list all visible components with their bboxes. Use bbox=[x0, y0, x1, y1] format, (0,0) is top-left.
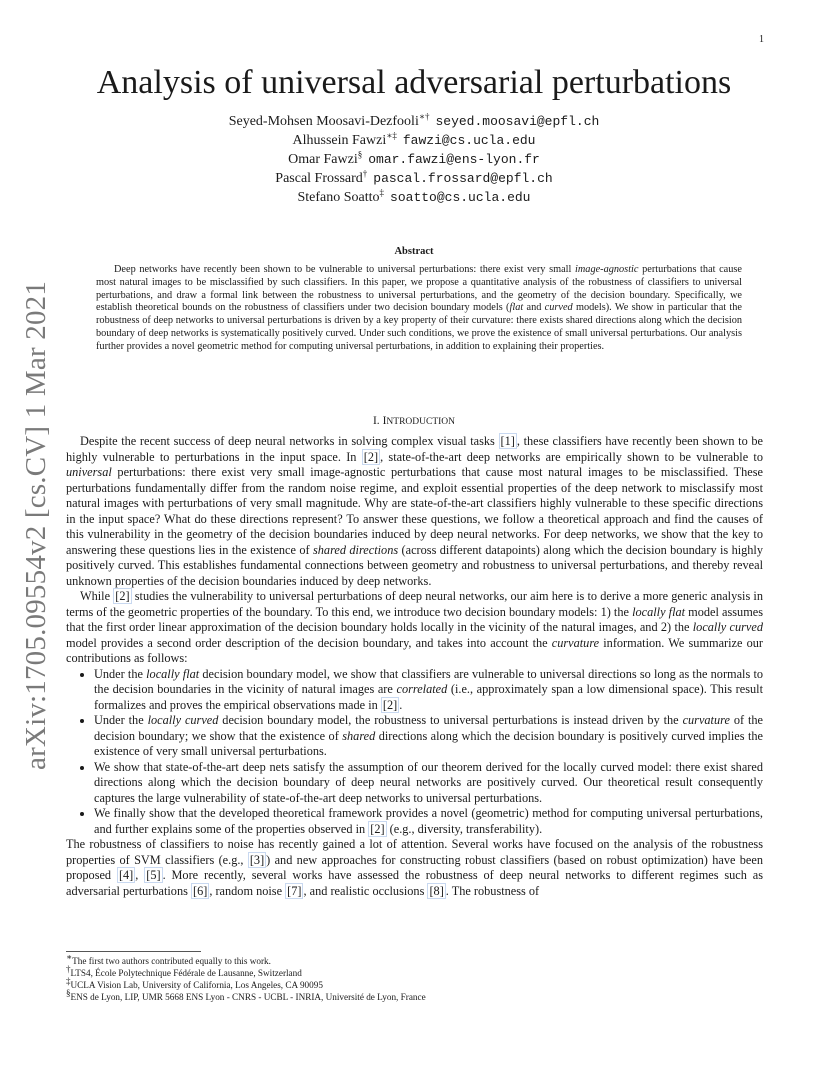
emphasis: image-agnostic bbox=[575, 264, 639, 275]
affiliation-mark: § bbox=[357, 149, 363, 160]
text-run: Under the bbox=[94, 713, 148, 727]
footnote-text: LTS4, École Polytechnique Fédérale de Lausanne, Switzerland bbox=[70, 968, 302, 978]
author-name: Alhussein Fawzi bbox=[292, 133, 387, 148]
text-run: studies the vulnerability to universal perturbations of deep neural networks, our aim here is to derive a more generic analysis in terms of the geometric properties of the boundary. To this end, we introduce two decision boundary models: 1) the bbox=[66, 589, 763, 619]
citation-link[interactable]: [3] bbox=[249, 852, 265, 867]
citation-link[interactable]: [2] bbox=[115, 589, 130, 603]
text-run: , these classifiers have recently been shown to be highly vulnerable to perturbations in the input space. In bbox=[66, 434, 764, 464]
author-line bbox=[0, 112, 828, 131]
footnote-mark: ∗ bbox=[66, 951, 73, 962]
affiliation-mark: ‡ bbox=[379, 187, 385, 198]
text-run: and bbox=[523, 302, 545, 314]
emphasis: curved bbox=[544, 302, 573, 314]
text-run: We show that state-of-the-art deep nets satisfy the assumption of our theorem derived for the locally curved model: there exist shared directions along which the decision boundary of deep neural networks are positively curved. Our theoretical result consequently captures the large vulnerability of state-of-the-art deep networks to universal perturbations. bbox=[94, 759, 763, 805]
text-run: Deep networks have recently been shown to be vulnerable to universal perturbations: there exist very small bbox=[114, 264, 575, 275]
paragraph bbox=[66, 837, 763, 899]
author-line bbox=[0, 150, 828, 169]
text-run: perturbations: there exist very small image-agnostic perturbations that cause most natural images to be misclassified. These perturbations fundamentally differ from the random noise regime, and exploit essential properties of the deep network to misclassify most natural images with perturbations of very small magnitude. Why are state-of-the-art classifiers highly vulnerable to these specific directions in the input space? What do these directions represent? To answer these questions, we follow a theoretical approach and find the causes of this vulnerability in the geometry of the decision boundaries induced by deep neural networks. For deep networks, we show that the key to answering these questions lies in the existence of bbox=[66, 465, 763, 557]
author-name: Omar Fawzi bbox=[288, 152, 358, 167]
emphasis: locally flat bbox=[146, 666, 200, 681]
citation-link[interactable]: [7] bbox=[287, 883, 302, 898]
footnote-text: ENS de Lyon, LIP, UMR 5668 ENS Lyon - CNRS - UCBL - INRIA, Université de Lyon, France bbox=[70, 992, 426, 1002]
affiliation-mark: † bbox=[362, 168, 368, 179]
citation-link[interactable]: [5] bbox=[146, 868, 161, 882]
citation-link[interactable]: [1] bbox=[500, 434, 515, 448]
section-heading bbox=[0, 415, 828, 427]
author-line bbox=[0, 188, 828, 207]
emphasis: locally curved bbox=[147, 713, 219, 727]
emphasis: curvature bbox=[682, 713, 730, 727]
text-run: , random noise bbox=[209, 883, 286, 898]
text-run: (across different datapoints) along which the decision boundary is highly positively curved. This establishes fundamental connections between geometry and robustness to universal perturbations, and thereby reveal unknown properties of the decision boundaries induced by deep networks. bbox=[66, 542, 764, 588]
author-email[interactable]: soatto@cs.ucla.edu bbox=[390, 190, 531, 205]
arxiv-identifier-stamp[interactable]: arXiv:1705.09554v2 [cs.CV] 1 Mar 2021 bbox=[20, 280, 52, 770]
author-line bbox=[0, 131, 828, 150]
text-run: (i.e., approximately span a low dimensional space). This result formalizes and proves the empirical observations made in bbox=[94, 682, 763, 712]
author-email[interactable]: fawzi@cs.ucla.edu bbox=[402, 133, 536, 148]
list-item bbox=[94, 713, 763, 760]
text-run: The robustness of classifiers to noise has recently gained a lot of attention. Several works have focused on the analysis of the robustness properties of SVM classifiers (e.g., bbox=[66, 837, 763, 867]
section-title-rest: NTRODUCTION bbox=[386, 417, 456, 427]
contributions-list bbox=[66, 667, 763, 838]
citation-link[interactable]: [6] bbox=[192, 883, 208, 898]
paper-title: Analysis of universal adversarial perturbations bbox=[96, 64, 732, 101]
author-name: Pascal Frossard bbox=[275, 171, 363, 186]
emphasis: locally flat bbox=[632, 604, 686, 619]
abstract-text bbox=[96, 264, 742, 354]
footnote bbox=[66, 987, 763, 1003]
citation-link[interactable]: [2] bbox=[382, 697, 398, 712]
citation-link[interactable]: [8] bbox=[429, 883, 444, 898]
text-run: . More recently, several works have assessed the robustness of deep neural networks to different regimes such as adversarial perturbations bbox=[66, 868, 764, 898]
emphasis: flat bbox=[509, 302, 524, 314]
text-run: decision boundary model, the robustness to universal perturbations is instead driven by the bbox=[218, 713, 683, 727]
paragraph bbox=[66, 434, 763, 589]
list-item bbox=[94, 806, 763, 837]
text-run: , and realistic occlusions bbox=[303, 883, 428, 898]
text-run: ) and new approaches for constructing robust classifiers (based on robust optimization) have been proposed bbox=[66, 852, 763, 882]
author-name: Stefano Soatto bbox=[297, 190, 380, 205]
emphasis: shared directions bbox=[313, 542, 399, 557]
author-line bbox=[0, 169, 828, 188]
text-run: Despite the recent success of deep neural networks in solving complex visual tasks bbox=[80, 434, 499, 448]
text-run: perturbations that cause most natural images to be misclassified by such classifiers. In this paper, we propose a quantitative analysis of the robustness of classifiers to universal perturbations, and draw a formal link between the robustness to universal perturbations, and the geometry of the decision boundary. Specifically, we establish theoretical bounds on the robustness of classifiers under two decision boundary models ( bbox=[96, 264, 742, 314]
author-email[interactable]: omar.fawzi@ens-lyon.fr bbox=[368, 152, 540, 167]
text-run: , state-of-the-art deep networks are empirically shown to be vulnerable to bbox=[380, 449, 763, 464]
footnote-mark: § bbox=[66, 987, 71, 998]
text-run: . bbox=[399, 697, 403, 712]
text-run: of the decision boundary; we show that the existence of bbox=[94, 713, 763, 743]
text-run: model assumes that the first order linear approximation of the decision boundary holds locally in the vicinity of the natural images, and 2) the bbox=[66, 604, 764, 634]
author-email[interactable]: seyed.moosavi@epfl.ch bbox=[435, 114, 600, 129]
section-title-initial: I bbox=[382, 415, 387, 427]
introduction-body bbox=[66, 434, 763, 899]
emphasis: universal bbox=[66, 465, 112, 479]
text-run: model provides a second order description of the decision boundary, and takes into account the bbox=[66, 635, 552, 650]
author-name: Seyed-Mohsen Moosavi-Dezfooli bbox=[228, 114, 419, 129]
footnote-mark: ‡ bbox=[66, 975, 71, 986]
affiliation-mark: ∗† bbox=[418, 111, 430, 122]
text-run: Under the bbox=[94, 666, 147, 681]
author-email[interactable]: pascal.frossard@epfl.ch bbox=[373, 171, 553, 186]
text-run: , bbox=[135, 868, 145, 882]
emphasis: shared bbox=[342, 728, 376, 743]
abstract-heading: Abstract bbox=[394, 246, 434, 257]
emphasis: correlated bbox=[396, 682, 448, 696]
affiliation-mark: ∗‡ bbox=[386, 130, 397, 141]
text-run: decision boundary model, we show that classifiers are vulnerable to universal directions so long as the normals to the decision boundaries in the vicinity of natural images are bbox=[94, 666, 764, 696]
footnote-divider bbox=[66, 951, 201, 952]
footnote bbox=[66, 975, 763, 991]
text-run: We finally show that the developed theoretical framework provides a novel (geometric) method for computing universal perturbations, and further explains some of the properties observed in bbox=[94, 806, 763, 836]
footnote-text: UCLA Vision Lab, University of California, Los Angeles, CA 90095 bbox=[70, 980, 323, 990]
list-item bbox=[94, 667, 763, 714]
footnote bbox=[66, 963, 763, 979]
citation-link[interactable]: [2] bbox=[363, 449, 379, 464]
emphasis: locally curved bbox=[692, 620, 763, 634]
emphasis: curvature bbox=[551, 635, 600, 650]
list-item bbox=[94, 760, 763, 807]
text-run: models). We show in particular that the robustness of deep networks to universal perturbations is driven by a key property of their curvature: there exists shared directions along which the decision boundary of deep networks is systematically positively curved. Under such conditions, we prove the existence of small universal perturbations. Our analysis further provides a novel geometric method for computing universal perturbations, in addition to explaining their properties. bbox=[96, 302, 743, 352]
text-run: While bbox=[80, 589, 114, 603]
text-run: information. We summarize our contributions as follows: bbox=[66, 635, 763, 665]
text-run: . The robustness of bbox=[445, 883, 540, 898]
footnote bbox=[66, 951, 763, 967]
paragraph bbox=[66, 589, 763, 667]
footnote-mark: † bbox=[66, 963, 71, 974]
section-numeral: I. bbox=[372, 415, 383, 427]
footnotes bbox=[66, 951, 763, 1003]
text-run: directions along which the decision boundary is positively curved implies the existence of very small universal perturbations. bbox=[94, 728, 764, 758]
citation-link[interactable]: [2] bbox=[370, 821, 385, 836]
footnote-text: The first two authors contributed equally to this work. bbox=[72, 956, 271, 966]
citation-link[interactable]: [4] bbox=[118, 868, 134, 882]
text-run: (e.g., diversity, transferability). bbox=[386, 821, 543, 836]
page-number: 1 bbox=[759, 34, 764, 45]
author-block bbox=[0, 112, 828, 207]
